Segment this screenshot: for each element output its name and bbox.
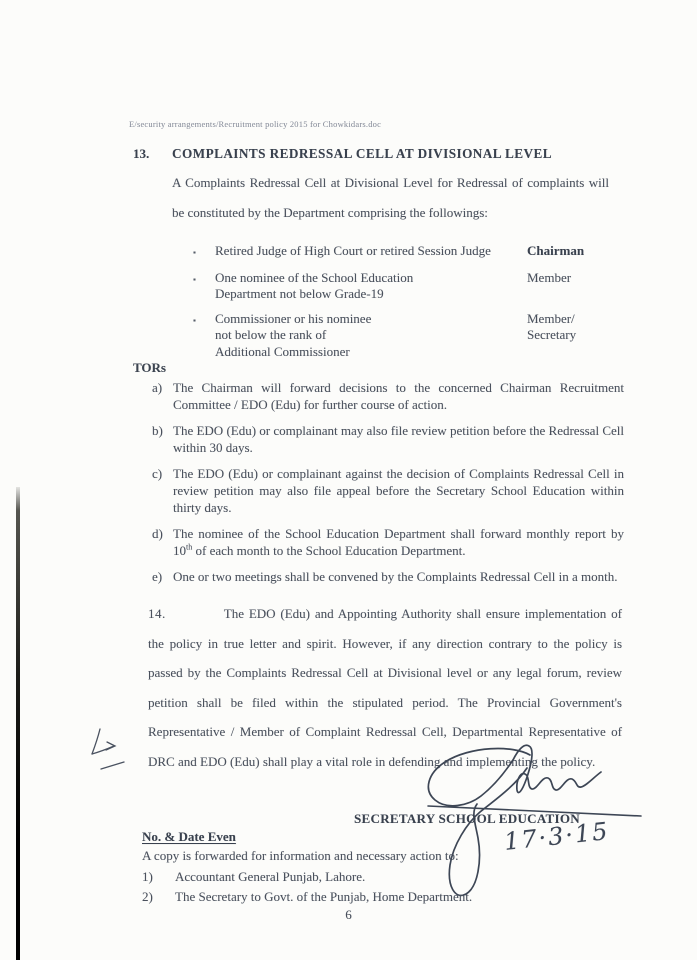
handwritten-date: [498, 812, 623, 862]
tor-item-label: e): [152, 568, 163, 584]
member-description: [215, 311, 527, 361]
square-bullet-icon: ▪: [193, 248, 196, 257]
member-role: Member: [527, 269, 572, 285]
section-13-title: COMPLAINTS REDRESSAL CELL AT DIVISIONAL LEVEL: [172, 146, 552, 161]
recipient-text: The Secretary to Govt. of the Punjab, Home Department.: [175, 888, 473, 904]
section-13-intro-paragraph: A Complaints Redressal Cell at Divisional Level for Redressal of complaints will be constituted by the Department comprising the followings:: [172, 175, 609, 220]
tor-item-text: [173, 525, 624, 559]
tor-item-label: c): [152, 465, 163, 481]
ordinal-superscript: th: [186, 542, 193, 552]
list-item: [142, 867, 472, 887]
list-item: [193, 243, 623, 262]
tor-item-label: b): [152, 422, 163, 438]
copy-forwarded-line: A copy is forwarded for information and necessary action to:: [142, 848, 459, 863]
recipient-text: Accountant General Punjab, Lahore.: [175, 869, 366, 884]
scan-edge-artifact: [16, 487, 20, 960]
tor-item-label: a): [152, 380, 163, 395]
tor-item-e: [152, 568, 624, 585]
member-description-line: Department not below Grade-19: [215, 286, 384, 301]
member-description-line: not below the rank of: [215, 327, 327, 342]
recipient-number: 1): [142, 869, 153, 884]
list-item: [193, 270, 623, 303]
tor-item-text-part: The nominee of the School Education Department shall forward monthly report by 10: [173, 525, 624, 559]
member-role: Member/ Secretary: [527, 310, 577, 342]
tor-item-b: [152, 422, 624, 456]
section-13-number: 13.: [133, 146, 150, 161]
tor-item-text: One or two meetings shall be convened by the Complaints Redressal Cell in a month.: [173, 568, 618, 584]
section-13-heading: [133, 146, 552, 162]
member-description: [215, 270, 527, 303]
tor-item-a: [152, 379, 624, 413]
tors-list: [152, 379, 624, 594]
member-role: Chairman: [527, 243, 585, 258]
signatory-title: SECRETARY SCHOOL EDUCATION: [354, 811, 580, 826]
recipient-number: 2): [142, 888, 153, 904]
tor-item-c: [152, 465, 624, 517]
member-description-line: Retired Judge of High Court or retired Session Judge: [215, 243, 491, 258]
tor-item-d: [152, 525, 624, 559]
tor-item-label: d): [152, 525, 163, 541]
section-14-number: 14.: [148, 606, 166, 621]
page-number: 6: [345, 907, 352, 922]
document-file-path: E/security arrangements/Recruitment policy 2015 for Chowkidars.doc: [129, 119, 382, 129]
member-description-line: Additional Commissioner: [215, 343, 350, 359]
footer-block: [142, 829, 472, 906]
tor-item-text: The EDO (Edu) or complainant may also file review petition before the Redressal Cell within 30 days.: [173, 422, 624, 456]
list-item: [193, 311, 623, 361]
tors-heading: TORs: [133, 360, 166, 375]
member-description-line: One nominee of the School Education: [215, 269, 414, 285]
margin-annotation-mark: [78, 724, 130, 780]
member-description: [215, 243, 527, 262]
tor-item-text: The Chairman will forward decisions to the concerned Chairman Recruitment Committee / EDO (Edu) for further course of action.: [173, 380, 624, 413]
reference-label: No. & Date Even: [142, 829, 236, 844]
list-item: [142, 887, 472, 907]
section-14-text: The EDO (Edu) and Appointing Authority shall ensure implementation of the policy in true letter and spirit. However, if any direction contrary to the policy is passed by the Complaints Redressal Cell at Divisional level or any legal forum, review petition shall be filed within the stipulated period. The Provincial Government's Representative / Member of Complaint Redressal Cell, Departmental Representative of DRC and EDO (Edu) shall play a vital role in defending and implementing the policy.: [148, 606, 622, 769]
square-bullet-icon: ▪: [193, 315, 196, 325]
square-bullet-icon: ▪: [193, 274, 196, 284]
cell-members-list: [193, 243, 623, 368]
member-description-line: Commissioner or his nominee: [215, 310, 372, 326]
handwritten-date-text: 17·3·15: [502, 816, 611, 856]
tor-item-text: The EDO (Edu) or complainant against the decision of Complaints Redressal Cell in review petition may also file appeal before the Secretary School Education within thirty days.: [173, 465, 624, 516]
tor-item-text-part: of each month to the School Education Department.: [192, 543, 466, 559]
